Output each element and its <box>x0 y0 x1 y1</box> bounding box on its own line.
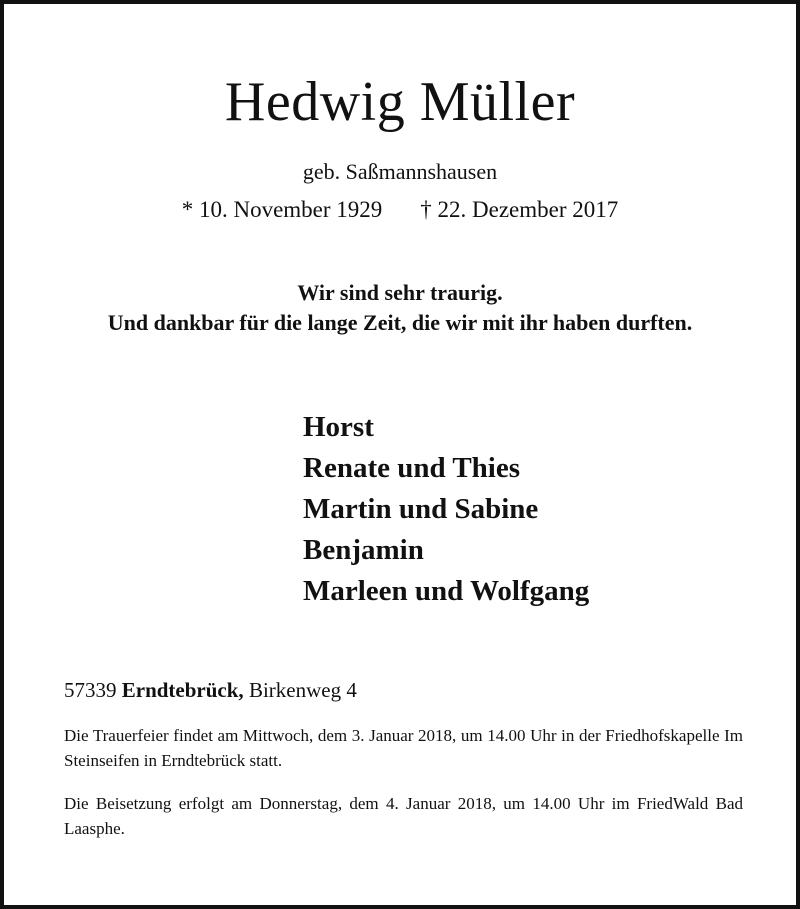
deceased-name: Hedwig Müller <box>224 71 576 133</box>
funeral-notice: Die Trauerfeier findet am Mittwoch, dem 3. Januar 2018, um 14.00 Uhr in der Friedhofskapelle Im Steinseifen in Erndtebrück statt. <box>64 726 743 770</box>
maiden-name: geb. Saßmannshausen <box>302 159 498 184</box>
death-date: † 22. Dezember 2017 <box>420 197 619 222</box>
motto-line: Wir sind sehr traurig. <box>297 280 503 305</box>
mourners-list <box>303 407 589 612</box>
address-zip: 57339 <box>64 678 117 702</box>
mourner: Benjamin <box>303 534 424 566</box>
address <box>64 678 357 703</box>
birth-date: * 10. November 1929 <box>181 197 383 222</box>
mourner: Martin und Sabine <box>303 493 539 525</box>
motto-line: Und dankbar für die lange Zeit, die wir mit ihr haben durften. <box>107 310 693 335</box>
mourner: Renate und Thies <box>303 452 521 484</box>
mourner: Horst <box>303 411 374 443</box>
address-street: Birkenweg 4 <box>248 678 357 702</box>
mourner: Marleen und Wolfgang <box>303 575 590 607</box>
burial-notice: Die Beisetzung erfolgt am Donnerstag, dem 4. Januar 2018, um 14.00 Uhr im FriedWald Bad Laasphe. <box>64 794 743 838</box>
motto <box>4 278 796 338</box>
address-city: Erndtebrück, <box>121 678 244 702</box>
life-dates <box>4 197 796 223</box>
